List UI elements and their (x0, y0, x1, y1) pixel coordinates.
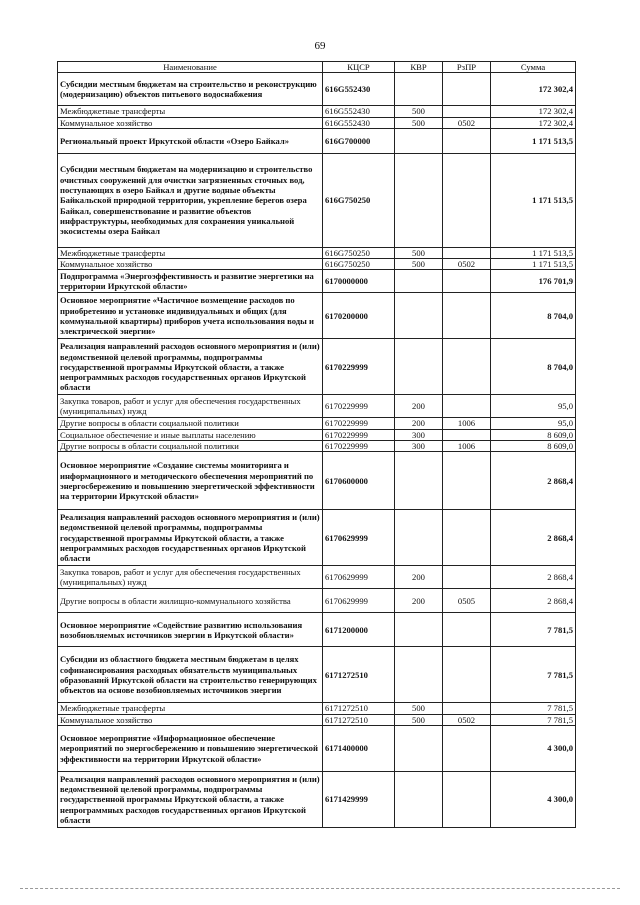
table-row (58, 270, 576, 293)
table-row (58, 441, 576, 452)
cell-rzpr (443, 153, 491, 247)
table-row (58, 293, 576, 339)
table-row (58, 429, 576, 440)
cell-code: 6170229999 (323, 441, 395, 452)
cell-code: 6170229999 (323, 395, 395, 418)
cell-name: Коммунальное хозяйство (58, 259, 323, 270)
cell-code: 6170229999 (323, 339, 395, 395)
cell-sum: 4 300,0 (491, 771, 576, 827)
cell-rzpr (443, 293, 491, 339)
table-row (58, 510, 576, 566)
cell-sum: 172 302,4 (491, 106, 576, 117)
cell-code: 616G700000 (323, 128, 395, 153)
cell-kvr (395, 613, 443, 647)
cell-sum: 8 609,0 (491, 429, 576, 440)
page-number: 69 (314, 40, 326, 52)
table-row (58, 613, 576, 647)
cell-sum: 2 868,4 (491, 452, 576, 510)
cell-sum: 7 781,5 (491, 647, 576, 703)
cell-kvr: 500 (395, 703, 443, 714)
cell-rzpr (443, 106, 491, 117)
cell-rzpr (443, 613, 491, 647)
cell-name: Реализация направлений расходов основного мероприятия и (или) ведомственной целевой программы, подпрограммы государственной программы Иркутской области, а также непрограммных расходов государственных органов Иркутской области (58, 510, 323, 566)
table-row (58, 647, 576, 703)
cell-code: 6171272510 (323, 714, 395, 725)
cell-code: 6170629999 (323, 566, 395, 589)
cell-rzpr (443, 703, 491, 714)
cell-sum: 2 868,4 (491, 566, 576, 589)
table-header-row (58, 62, 576, 73)
cell-sum: 95,0 (491, 418, 576, 429)
cell-kvr: 500 (395, 117, 443, 128)
cell-code: 6170000000 (323, 270, 395, 293)
table-row (58, 339, 576, 395)
cell-kvr: 500 (395, 714, 443, 725)
cell-kvr (395, 725, 443, 771)
header-kvr: КВР (395, 62, 443, 73)
table-row (58, 418, 576, 429)
cell-rzpr (443, 73, 491, 106)
table-row (58, 566, 576, 589)
cell-sum: 1 171 513,5 (491, 259, 576, 270)
table-row (58, 153, 576, 247)
table-row (58, 106, 576, 117)
cell-name: Региональный проект Иркутской области «Озеро Байкал» (58, 128, 323, 153)
cell-sum: 7 781,5 (491, 703, 576, 714)
cell-kvr: 200 (395, 566, 443, 589)
cell-name: Коммунальное хозяйство (58, 117, 323, 128)
cell-name: Межбюджетные трансферты (58, 106, 323, 117)
cell-kvr (395, 73, 443, 106)
cell-kvr (395, 339, 443, 395)
cell-sum: 8 704,0 (491, 339, 576, 395)
cell-rzpr (443, 771, 491, 827)
cell-rzpr (443, 647, 491, 703)
cell-kvr: 200 (395, 395, 443, 418)
table-row (58, 771, 576, 827)
cell-sum: 95,0 (491, 395, 576, 418)
cell-kvr: 500 (395, 106, 443, 117)
cell-rzpr (443, 725, 491, 771)
cell-rzpr (443, 339, 491, 395)
cell-code: 6170200000 (323, 293, 395, 339)
table-body (58, 73, 576, 828)
cell-rzpr: 0502 (443, 117, 491, 128)
cell-code: 6170629999 (323, 589, 395, 613)
cell-kvr: 500 (395, 259, 443, 270)
cell-kvr (395, 647, 443, 703)
cell-code: 6171429999 (323, 771, 395, 827)
cell-name: Социальное обеспечение и иные выплаты населению (58, 429, 323, 440)
cell-name: Другие вопросы в области жилищно-коммунального хозяйства (58, 589, 323, 613)
cell-kvr: 500 (395, 247, 443, 258)
header-code: КЦСР (323, 62, 395, 73)
cell-kvr: 300 (395, 429, 443, 440)
cell-code: 6171200000 (323, 613, 395, 647)
cell-name: Коммунальное хозяйство (58, 714, 323, 725)
cell-rzpr (443, 566, 491, 589)
cell-rzpr: 0502 (443, 714, 491, 725)
table-row (58, 725, 576, 771)
cell-code: 616G750250 (323, 153, 395, 247)
cell-sum: 2 868,4 (491, 510, 576, 566)
cell-kvr: 300 (395, 441, 443, 452)
cell-rzpr (443, 247, 491, 258)
cell-rzpr (443, 510, 491, 566)
page-bottom-divider (20, 888, 620, 889)
cell-name: Субсидии из областного бюджета местным бюджетам в целях софинансирования расходных обязательств муниципальных образований Иркутской области на строительство генерирующих объектов на основе возобновляемых источников энергии (58, 647, 323, 703)
cell-sum: 1 171 513,5 (491, 247, 576, 258)
cell-code: 6170229999 (323, 429, 395, 440)
cell-code: 6170600000 (323, 452, 395, 510)
cell-sum: 7 781,5 (491, 613, 576, 647)
cell-kvr: 200 (395, 418, 443, 429)
cell-rzpr (443, 128, 491, 153)
cell-kvr (395, 128, 443, 153)
cell-name: Основное мероприятие «Создание системы мониторинга и информационного и методического обеспечения мероприятий по энергосбережению и повышению энергетической эффективности на территории Иркутской области» (58, 452, 323, 510)
cell-sum: 4 300,0 (491, 725, 576, 771)
cell-sum: 7 781,5 (491, 714, 576, 725)
cell-name: Реализация направлений расходов основного мероприятия и (или) ведомственной целевой программы, подпрограммы государственной программы Иркутской области, а также непрограммных расходов государственных органов Иркутской области (58, 771, 323, 827)
cell-name: Основное мероприятие «Частичное возмещение расходов по приобретению и установке индивидуальных и общих (для коммунальной квартиры) приборов учета использования воды и электрической энергии» (58, 293, 323, 339)
table-row (58, 714, 576, 725)
cell-rzpr: 0502 (443, 259, 491, 270)
cell-name: Подпрограмма «Энергоэффективность и развитие энергетики на территории Иркутской области» (58, 270, 323, 293)
cell-sum: 1 171 513,5 (491, 153, 576, 247)
cell-name: Другие вопросы в области социальной политики (58, 441, 323, 452)
cell-sum: 1 171 513,5 (491, 128, 576, 153)
cell-rzpr: 1006 (443, 418, 491, 429)
table-row (58, 452, 576, 510)
cell-name: Реализация направлений расходов основного мероприятия и (или) ведомственной целевой программы, подпрограммы государственной программы Иркутской области, а также непрограммных расходов государственных органов Иркутской области (58, 339, 323, 395)
cell-code: 6171272510 (323, 703, 395, 714)
table-row (58, 703, 576, 714)
table-row (58, 128, 576, 153)
cell-sum: 2 868,4 (491, 589, 576, 613)
budget-table (57, 61, 576, 828)
cell-name: Субсидии местным бюджетам на модернизацию и строительство очистных сооружений для очистки загрязненных сточных вод, поступающих в озеро Байкал и другие водные объекты Байкальской природной территории, укрепление берегов озера Байкал, совершенствование и развитие объектов инфраструктуры, необходимых для сохранения уникальной экосистемы озера Байкал (58, 153, 323, 247)
cell-kvr (395, 510, 443, 566)
cell-kvr (395, 452, 443, 510)
cell-name: Межбюджетные трансферты (58, 247, 323, 258)
table-row (58, 117, 576, 128)
header-sum: Сумма (491, 62, 576, 73)
cell-kvr (395, 293, 443, 339)
cell-rzpr (443, 395, 491, 418)
header-name: Наименование (58, 62, 323, 73)
table-row (58, 395, 576, 418)
cell-kvr (395, 153, 443, 247)
cell-code: 616G552430 (323, 73, 395, 106)
cell-name: Закупка товаров, работ и услуг для обеспечения государственных (муниципальных) нужд (58, 395, 323, 418)
cell-rzpr (443, 452, 491, 510)
cell-sum: 8 704,0 (491, 293, 576, 339)
header-rzpr: РзПР (443, 62, 491, 73)
cell-code: 6171400000 (323, 725, 395, 771)
cell-name: Основное мероприятие «Информационное обеспечение мероприятий по энергосбережению и повышению энергетической эффективности на территории Иркутской области» (58, 725, 323, 771)
cell-sum: 172 302,4 (491, 73, 576, 106)
cell-sum: 176 701,9 (491, 270, 576, 293)
table-row (58, 73, 576, 106)
cell-sum: 172 302,4 (491, 117, 576, 128)
cell-kvr (395, 771, 443, 827)
cell-name: Другие вопросы в области социальной политики (58, 418, 323, 429)
table-row (58, 247, 576, 258)
cell-code: 6171272510 (323, 647, 395, 703)
cell-sum: 8 609,0 (491, 441, 576, 452)
cell-code: 616G750250 (323, 259, 395, 270)
cell-rzpr: 0505 (443, 589, 491, 613)
cell-name: Субсидии местным бюджетам на строительство и реконструкцию (модернизацию) объектов питьевого водоснабжения (58, 73, 323, 106)
cell-name: Межбюджетные трансферты (58, 703, 323, 714)
table-row (58, 259, 576, 270)
cell-name: Основное мероприятие «Содействие развитию использования возобновляемых источников энергии в Иркутской области» (58, 613, 323, 647)
cell-rzpr (443, 270, 491, 293)
cell-code: 616G750250 (323, 247, 395, 258)
cell-code: 6170629999 (323, 510, 395, 566)
cell-kvr (395, 270, 443, 293)
cell-rzpr (443, 429, 491, 440)
cell-code: 616G552430 (323, 117, 395, 128)
cell-rzpr: 1006 (443, 441, 491, 452)
cell-code: 616G552430 (323, 106, 395, 117)
cell-name: Закупка товаров, работ и услуг для обеспечения государственных (муниципальных) нужд (58, 566, 323, 589)
table-row (58, 589, 576, 613)
cell-code: 6170229999 (323, 418, 395, 429)
cell-kvr: 200 (395, 589, 443, 613)
